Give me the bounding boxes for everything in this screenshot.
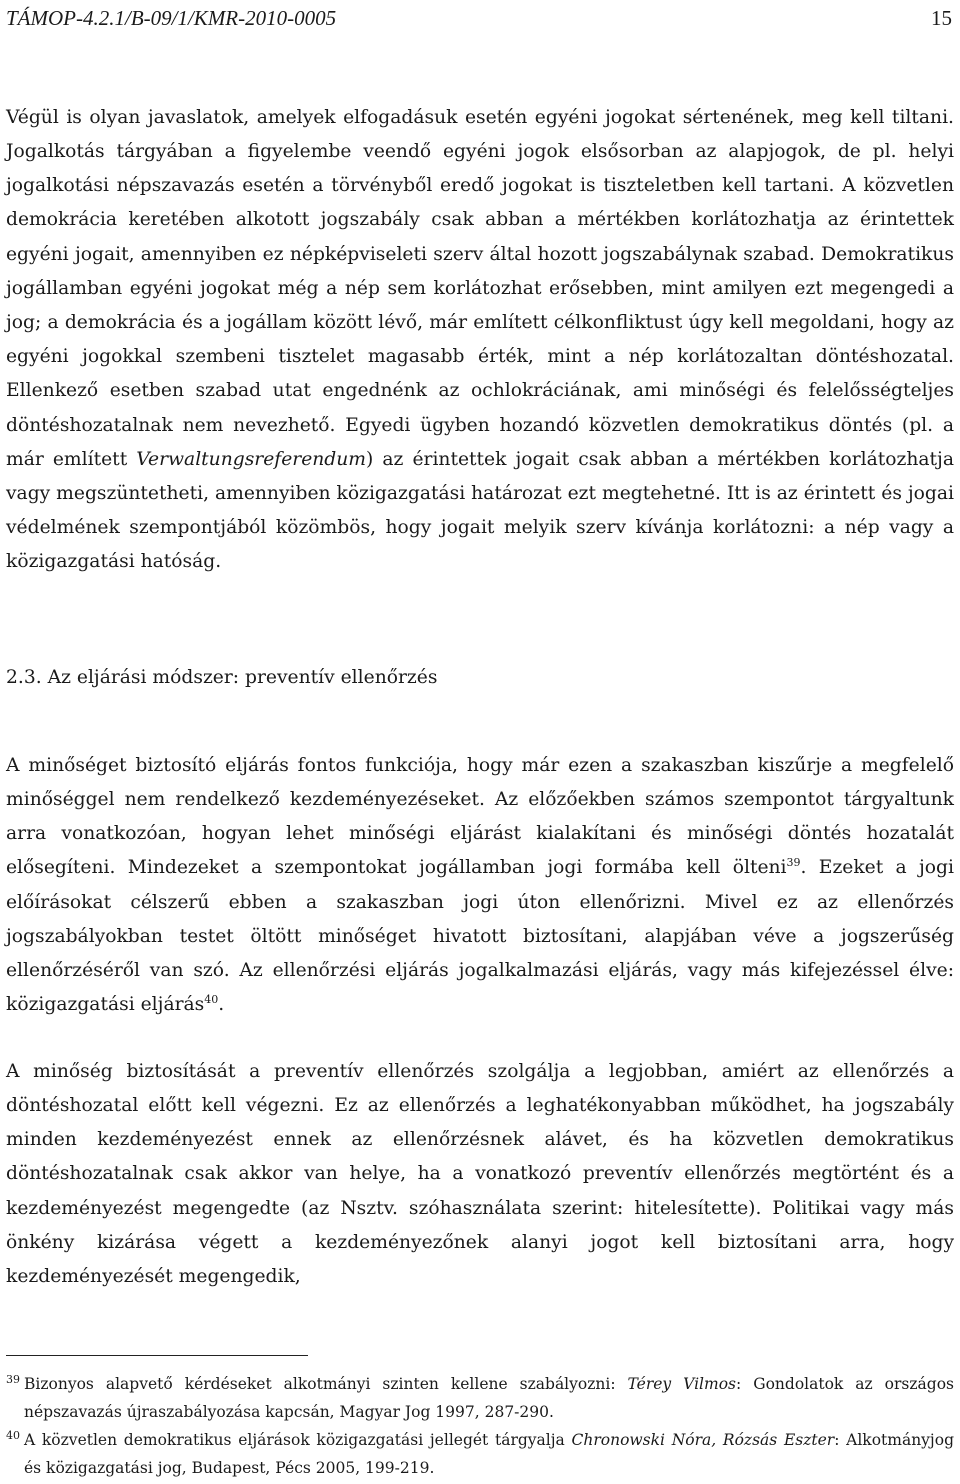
paragraph-1-text-a: Végül is olyan javaslatok, amelyek elfogadásuk esetén egyéni jogokat sértenének, meg kell tiltani. Jogalkotás tárgyában a figyelembe veendő egyéni jogok elsősorban az alapjogok, de pl. helyi jogalkotási népszavazás esetén a törvényből eredő jogokat is tiszteletben kell tartani. A közvetlen demokrácia keretében alkotott jogszabály csak abban a mértékben korlátozhatja az érintettek egyéni jogait, amennyiben ez népképviseleti szerv által hozott jogszabálynak szabad. Demokratikus jogállamban egyéni jogokat még a nép sem korlátozhat erősebben, mint amilyen ezt megengedi a jog; a demokrácia és a jogállam között lévő, már említett célkonfliktust úgy kell megoldani, hogy az egyéni jogokkal szembeni tisztelet magasabb érték, mint a nép korlátozaltan döntéshozatal. Ellenkező esetben szabad utat engednénk az ochlokráciának, ami minőségi és felelősségteljes döntéshozatalnak nem nevezhető. Egyedi ügyben hozandó közvetlen demokratikus döntés (pl. a már említett bbox=[6, 106, 954, 470]
paragraph-1-text-b: ) az érintettek jogait csak abban a mértékben korlátozhatja vagy megszüntetheti, amennyiben közigazgatási határozat ezt megtehetné. Itt is az érintett és jogai védelmének szempontjából közömbös, hogy jogait melyik szerv kívánja korlátozni: a nép vagy a közigazgatási hatóság. bbox=[6, 448, 954, 573]
footnote-39 bbox=[6, 1370, 954, 1426]
footnote-divider bbox=[6, 1355, 308, 1356]
header-title: TÁMOP-4.2.1/B-09/1/KMR-2010-0005 bbox=[6, 6, 337, 30]
page-header bbox=[6, 3, 954, 33]
paragraph-2-text-a: A minőséget biztosító eljárás fontos funkciója, hogy már ezen a szakaszban kiszűrje a megfelelő minőséggel nem rendelkező kezdeményezéseket. Az előzőekben számos szempontot tárgyaltunk arra vonatkozóan, hogyan lehet minőségi eljárást kialakítani és minőségi döntés hozatalát elősegíteni. Mindezeket a szempontokat jogállamban jogi formába kell ölteni bbox=[6, 754, 954, 879]
footnote-ref-40[interactable]: 40 bbox=[204, 992, 219, 1006]
footnote-number: 40 bbox=[6, 1429, 20, 1442]
footnote-author: Térey Vilmos bbox=[627, 1375, 736, 1393]
paragraph-1 bbox=[6, 101, 954, 580]
section-heading: 2.3. Az eljárási módszer: preventív ellenőrzés bbox=[6, 667, 438, 688]
footnote-author: Chronowski Nóra, Rózsás Eszter bbox=[571, 1431, 835, 1449]
footnote-40 bbox=[6, 1426, 954, 1482]
paragraph-1-term: Verwaltungsreferendum bbox=[136, 448, 367, 470]
page-number: 15 bbox=[931, 6, 952, 30]
footnote-text-a: Bizonyos alapvető kérdéseket alkotmányi szinten kellene szabályozni: bbox=[24, 1375, 628, 1393]
paragraph-2-text-c: . bbox=[218, 994, 225, 1016]
footnote-ref-39[interactable]: 39 bbox=[786, 856, 801, 870]
paragraph-2 bbox=[6, 749, 954, 1023]
footnote-text-b: : Alkotmányjog és közigazgatási jog, Budapest, Pécs 2005, 199-219. bbox=[24, 1431, 954, 1477]
footnotes bbox=[6, 1370, 954, 1482]
paragraph-3: A minőség biztosítását a preventív ellenőrzés szolgálja a legjobban, amiért az ellenőrzés a döntéshozatal előtt kell végezni. Ez az ellenőrzés a leghatékonyabban működhet, ha jogszabály minden kezdeményezést ennek az ellenőrzésnek alávet, és ha közvetlen demokratikus döntéshozatalnak csak akkor van helye, ha a vonatkozó preventív ellenőrzés megtörtént és a kezdeményezést megengedte (az Nsztv. szóhasználata szerint: hitelesítette). Politikai vagy más önkény kizárása végett a kezdeményezőnek alanyi jogot kell biztosítani arra, hogy kezdeményezését megengedik, bbox=[6, 1060, 954, 1287]
footnote-number: 39 bbox=[6, 1373, 20, 1386]
paragraph-2-text-b: . Ezeket a jogi előírásokat célszerű ebben a szakaszban jogi úton ellenőrizni. Mivel ez az ellenőrzés jogszabályokban testet öltött minőséget hivatott biztosítani, alapjában véve a jogszerűség ellenőrzéséről van szó. Az ellenőrzési eljárás jogalkalmazási eljárás, vagy más kifejezéssel élve: közigazgatási eljárás bbox=[6, 857, 955, 1016]
footnote-text-a: A közvetlen demokratikus eljárások közigazgatási jellegét tárgyalja bbox=[24, 1431, 572, 1449]
footnote-text-b: : Gondolatok az országos népszavazás újraszabályozása kapcsán, Magyar Jog 1997, 287-290. bbox=[24, 1375, 954, 1421]
